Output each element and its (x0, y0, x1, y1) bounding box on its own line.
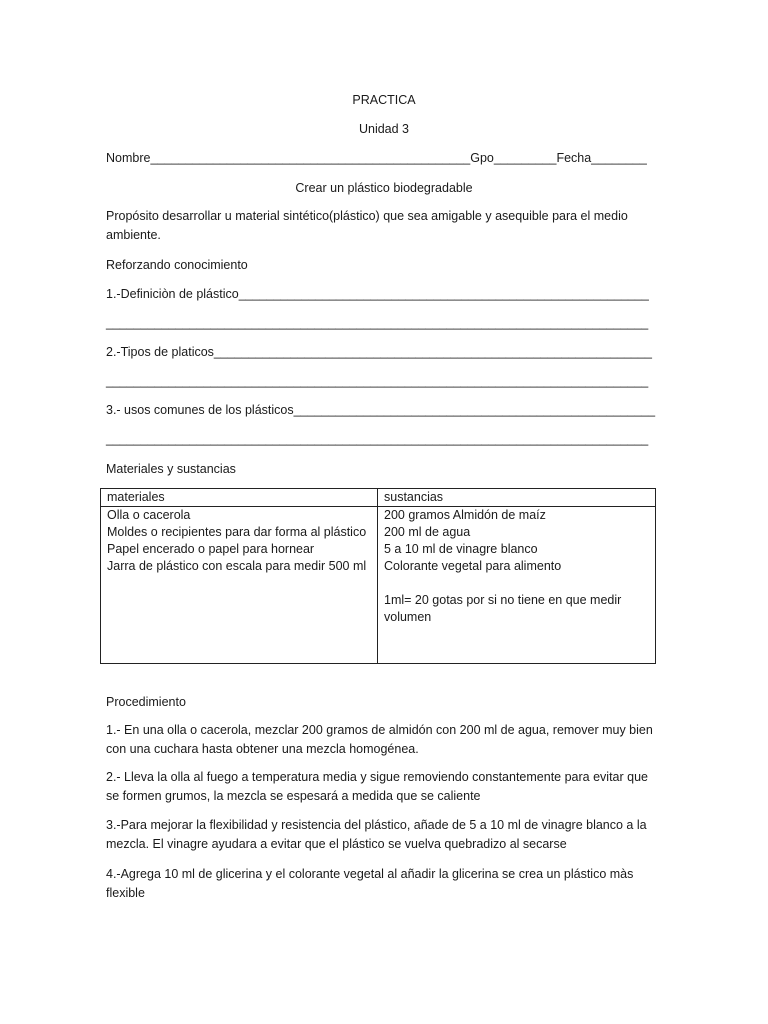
table-header-row (101, 489, 656, 507)
name-field-line: Nombre______________________________________________Gpo_________Fecha________ (106, 151, 647, 165)
question-3: 3.- usos comunes de los plásticos____________________________________________________ (106, 403, 656, 417)
purpose-paragraph: Propósito desarrollar u material sintético(plástico) que sea amigable y asequible para el medio ambiente. (106, 209, 628, 242)
table-row (101, 507, 656, 664)
answer-line-3: ______________________________________________________________________________ (106, 432, 649, 446)
substance-item: 5 a 10 ml de vinagre blanco (384, 542, 538, 556)
material-item: Papel encerado o papel para hornear (107, 542, 315, 556)
question-2: 2.-Tipos de platicos_______________________________________________________________ (106, 345, 652, 359)
substances-cell (378, 507, 656, 664)
materials-table (100, 488, 656, 664)
material-item: Moldes o recipientes para dar forma al plástico (107, 525, 367, 539)
measurement-note: 1ml= 20 gotas por si no tiene en que medir volumen (384, 593, 622, 624)
substance-item: 200 ml de agua (384, 525, 471, 539)
answer-line-1: ______________________________________________________________________________ (106, 316, 649, 330)
document-subtitle: Crear un plástico biodegradable (295, 181, 473, 195)
answer-line-2: ______________________________________________________________________________ (106, 374, 649, 388)
procedure-heading: Procedimiento (106, 695, 186, 709)
material-item: Jarra de plástico con escala para medir 500 ml (107, 559, 367, 573)
page-title: PRACTICA (352, 93, 416, 107)
column-header-materials: materiales (101, 489, 378, 507)
material-item: Olla o cacerola (107, 508, 191, 522)
cell-spacer (384, 575, 649, 592)
procedure-step: 4.-Agrega 10 ml de glicerina y el colorante vegetal al añadir la glicerina se crea un plástico màs flexible (106, 867, 634, 900)
unit-label: Unidad 3 (358, 122, 410, 136)
substance-item: Colorante vegetal para alimento (384, 559, 562, 573)
question-1: 1.-Definiciòn de plástico___________________________________________________________ (106, 287, 649, 301)
procedure-step: 2.- Lleva la olla al fuego a temperatura media y sigue removiendo constantemente para evitar que se formen grumos, la mezcla se espesará a medida que se caliente (106, 770, 648, 803)
materials-heading: Materiales y sustancias (106, 462, 236, 476)
materials-cell (101, 507, 378, 664)
procedure-step: 1.- En una olla o cacerola, mezclar 200 gramos de almidón con 200 ml de agua, remover muy bien con una cuchara hasta obtener una mezcla homogénea. (106, 723, 653, 756)
substance-item: 200 gramos Almidón de maíz (384, 508, 546, 522)
reinforce-heading: Reforzando conocimiento (106, 258, 248, 272)
column-header-substances: sustancias (378, 489, 656, 507)
procedure-step: 3.-Para mejorar la flexibilidad y resistencia del plástico, añade de 5 a 10 ml de vinagre blanco a la mezcla. El vinagre ayudara a evitar que el plástico se vuelva quebradizo al secarse (106, 818, 647, 851)
